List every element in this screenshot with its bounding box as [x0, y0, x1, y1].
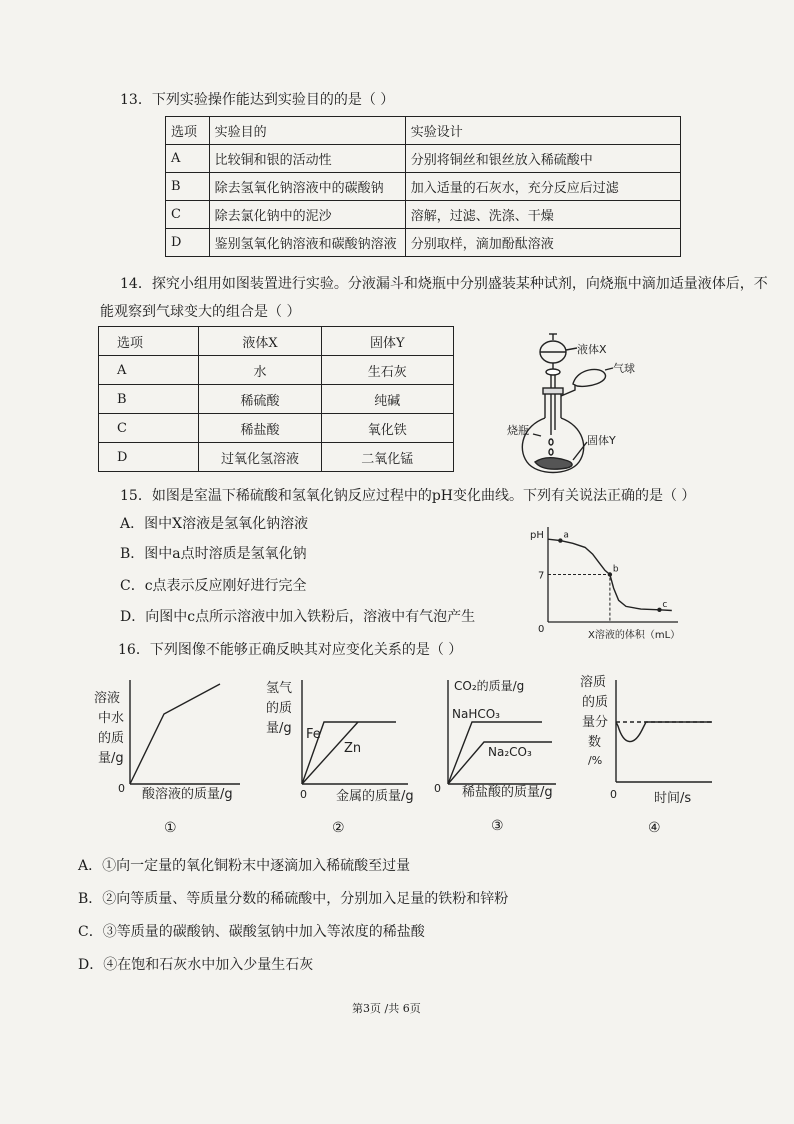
graph-3 [432, 676, 582, 806]
table-cell: B [99, 385, 199, 414]
graph-4-xlabel: 时间/s [654, 791, 692, 806]
graph-1-ylabel-3: 量/g [98, 751, 124, 766]
q13-header-row [166, 117, 681, 145]
graph-3-number: ③ [491, 818, 504, 834]
table-row [99, 414, 454, 443]
graph-1-number: ① [164, 820, 177, 836]
ph-point-c [657, 608, 661, 612]
ph-x-label: X溶液的体积（mL） [588, 630, 681, 641]
graph-4-curve [616, 722, 712, 742]
table-cell: 生石灰 [321, 356, 453, 385]
table-cell: D [99, 443, 199, 472]
graph-4-ylabel-1: 的质 [582, 695, 609, 710]
graph-4-ylabel-3: 数 [588, 735, 602, 750]
graph-3-series-na2co3: Na₂CO₃ [488, 745, 532, 759]
q13-table [165, 116, 681, 257]
ph-point-label-b: b [612, 564, 619, 575]
ph-curve-chart [528, 522, 688, 642]
table-row [99, 443, 454, 472]
graph-2-ylabel-1: 的质 [266, 701, 293, 716]
table-row [166, 229, 681, 257]
table-cell: 纯碱 [321, 385, 453, 414]
q16-stem: 16．下列图像不能够正确反映其对应变化关系的是（ ） [118, 642, 463, 658]
graph-4-number: ④ [648, 820, 661, 836]
q13-header-cell: 实验设计 [405, 117, 680, 145]
ph-point-b [608, 572, 612, 576]
q13-stem: 13．下列实验操作能达到实验目的的是（ ） [120, 92, 395, 108]
graph-2-series-zn: Zn [344, 741, 362, 756]
q15-option-a: A．图中X溶液是氢氧化钠溶液 [120, 516, 309, 532]
graph-2-origin: 0 [300, 788, 307, 801]
apparatus-solid-label: 固体Y [587, 434, 616, 447]
graph-4 [578, 670, 718, 810]
table-cell: B [166, 173, 210, 201]
table-cell: A [166, 145, 210, 173]
table-cell: 加入适量的石灰水，充分反应后过滤 [405, 173, 680, 201]
table-cell: 鉴别氢氧化钠溶液和碳酸钠溶液 [209, 229, 405, 257]
graph-4-ylabel-0: 溶质 [580, 675, 607, 690]
apparatus-figure [505, 330, 655, 480]
graph-2-number: ② [332, 820, 345, 836]
q14-table [98, 326, 454, 472]
table-cell: 氧化铁 [321, 414, 453, 443]
table-cell: 比较铜和银的活动性 [209, 145, 405, 173]
apparatus-flask-label: 烧瓶 [507, 424, 529, 437]
q15-option-b: B．图中a点时溶质是氢氧化钠 [120, 546, 307, 562]
ph-point-label-a: a [563, 530, 569, 541]
q14-header-cell: 固体Y [321, 327, 453, 356]
table-cell: 除去氯化钠中的泥沙 [209, 201, 405, 229]
table-row [166, 145, 681, 173]
table-cell: 除去氢氧化钠溶液中的碳酸钠 [209, 173, 405, 201]
ph-reference-dashed-line [548, 575, 610, 623]
table-cell: 分别将铜丝和银丝放入稀硫酸中 [405, 145, 680, 173]
q13-header-cell: 实验目的 [209, 117, 405, 145]
q14-stem-line2: 能观察到气球变大的组合是（ ） [100, 304, 301, 320]
table-cell: 过氧化氢溶液 [199, 443, 321, 472]
table-row [166, 173, 681, 201]
graph-1-xlabel: 酸溶液的质量/g [142, 787, 233, 802]
q14-stem-line1: 14．探究小组用如图装置进行实验。分液漏斗和烧瓶中分别盛装某种试剂，向烧瓶中滴加适量液体后，不 [120, 276, 768, 292]
graph-1-ylabel-1: 中水 [98, 711, 125, 726]
apparatus-liquid-label: 液体X [577, 343, 607, 356]
graph-2 [262, 676, 412, 806]
ph-point-label-c: c [662, 599, 668, 610]
ph-point-a [558, 538, 562, 542]
table-cell: 稀盐酸 [199, 414, 321, 443]
table-row [99, 385, 454, 414]
table-cell: 稀硫酸 [199, 385, 321, 414]
table-cell: C [99, 414, 199, 443]
table-cell: 水 [199, 356, 321, 385]
apparatus-balloon-label: 气球 [613, 362, 635, 375]
q16-option-d: D．④在饱和石灰水中加入少量生石灰 [78, 957, 314, 973]
table-row [99, 356, 454, 385]
graph-4-ylabel-4: /% [588, 754, 603, 767]
q16-option-a: A．①向一定量的氧化铜粉末中逐滴加入稀硫酸至过量 [78, 858, 411, 874]
graph-1-line [130, 684, 220, 784]
ph-ref-tick-label: 7 [538, 570, 545, 582]
table-cell: D [166, 229, 210, 257]
q14-header-cell: 选项 [99, 327, 199, 356]
graph-1-ylabel-2: 的质 [98, 731, 125, 746]
page-footer: 第3页 /共 6页 [352, 1002, 421, 1015]
q16-option-b: B．②向等质量、等质量分数的稀硫酸中，分别加入足量的铁粉和锌粉 [78, 891, 509, 907]
graph-3-ylabel-0: CO₂的质量/g [454, 679, 525, 693]
graph-1-origin: 0 [118, 782, 125, 795]
q15-stem: 15．如图是室温下稀硫酸和氢氧化钠反应过程中的pH变化曲线。下列有关说法正确的是（ ） [120, 488, 696, 504]
graph-3-origin: 0 [434, 782, 441, 795]
graph-4-origin: 0 [610, 788, 617, 801]
q15-option-c: C．c点表示反应刚好进行完全 [120, 578, 307, 594]
graph-1 [92, 676, 252, 806]
graph-2-xlabel: 金属的质量/g [336, 789, 414, 804]
ph-origin-label: 0 [538, 624, 545, 635]
graph-3-xlabel: 稀盐酸的质量/g [462, 785, 553, 800]
ph-y-label: pH [530, 530, 544, 541]
q15-option-d: D．向图中c点所示溶液中加入铁粉后，溶液中有气泡产生 [120, 609, 476, 625]
graph-1-ylabel-0: 溶液 [94, 691, 121, 706]
q16-option-c: C．③等质量的碳酸钠、碳酸氢钠中加入等浓度的稀盐酸 [78, 924, 425, 940]
graph-2-ylabel-2: 量/g [266, 721, 292, 736]
table-cell: 二氧化锰 [321, 443, 453, 472]
table-cell: A [99, 356, 199, 385]
table-cell: C [166, 201, 210, 229]
graph-2-series-fe: Fe [306, 727, 321, 742]
q13-header-cell: 选项 [166, 117, 210, 145]
q14-header-row [99, 327, 454, 356]
table-cell: 分别取样，滴加酚酞溶液 [405, 229, 680, 257]
table-row [166, 201, 681, 229]
graph-4-ylabel-2: 量分 [582, 715, 609, 730]
graph-2-ylabel-0: 氢气 [266, 681, 293, 696]
q14-header-cell: 液体X [199, 327, 321, 356]
table-cell: 溶解，过滤、洗涤、干燥 [405, 201, 680, 229]
graph-3-series-nahco3: NaHCO₃ [452, 707, 500, 721]
